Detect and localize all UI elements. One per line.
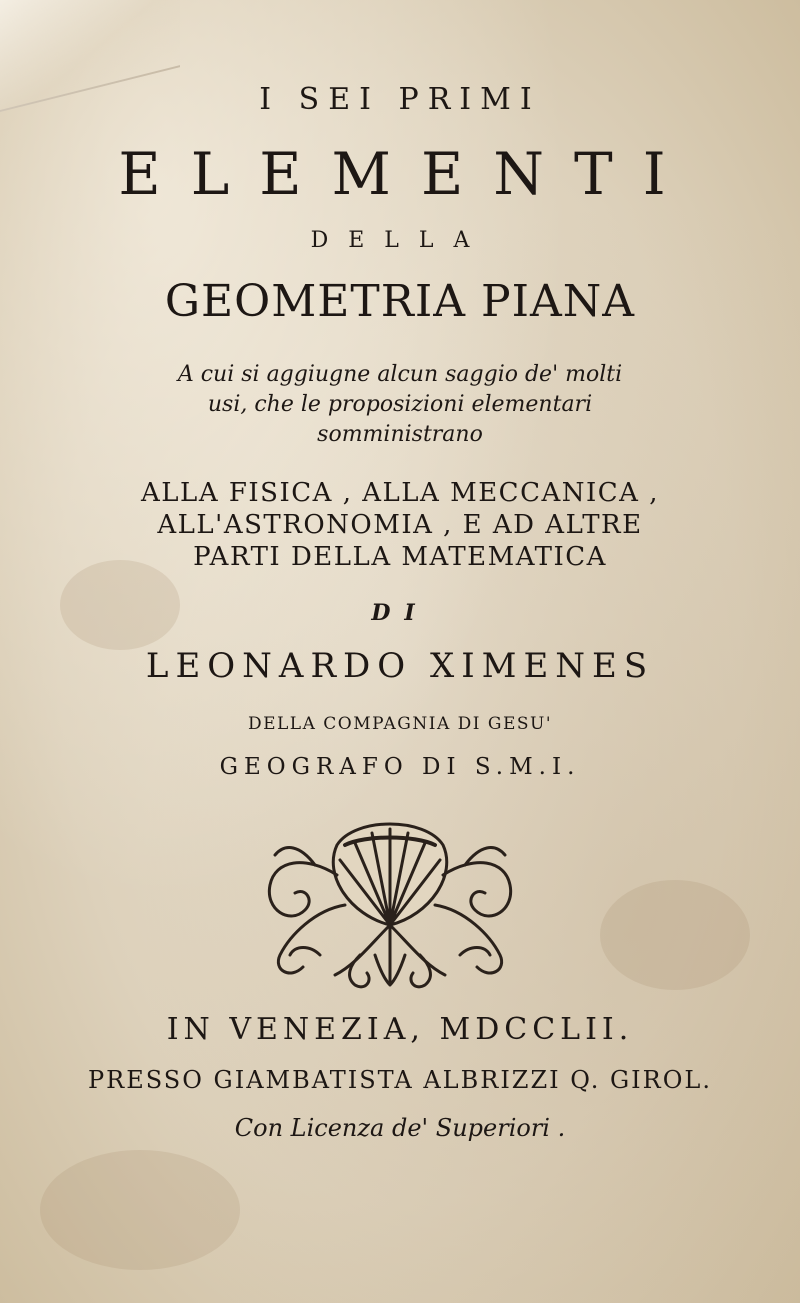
title-main: ELEMENTI <box>118 140 696 208</box>
subtitle-line-2: usi, che le proposizioni elementari <box>207 392 593 417</box>
title-subject: GEOMETRIA PIANA <box>164 276 636 327</box>
shell-ornament-icon <box>245 805 535 995</box>
subtitle-line-3: somministrano <box>317 422 483 447</box>
imprint-place-date: IN VENEZIA, MDCCLII. <box>166 1012 634 1047</box>
fields-line-2: ALL'ASTRONOMIA , E AD ALTRE <box>157 510 643 540</box>
imprint-publisher: PRESSO GIAMBATISTA ALBRIZZI Q. GIROL. <box>88 1066 712 1094</box>
author-affiliation: DELLA COMPAGNIA DI GESU' <box>247 714 553 734</box>
fields-line-3: PARTI DELLA MATEMATICA <box>193 542 607 572</box>
title-line-1: I SEI PRIMI <box>259 82 541 117</box>
paper-stain <box>600 880 750 990</box>
paper-stain <box>40 1150 240 1270</box>
by-label: DI <box>371 600 429 626</box>
fields-line-1: ALLA FISICA , ALLA MECCANICA , <box>141 478 659 508</box>
subtitle-line-1: A cui si aggiugne alcun saggio de' molti <box>177 362 623 387</box>
imprint-license: Con Licenza de' Superiori . <box>234 1114 566 1142</box>
author-role: GEOGRAFO DI S.M.I. <box>219 754 581 780</box>
title-connector: DELLA <box>310 228 490 253</box>
author-name: LEONARDO XIMENES <box>145 646 655 686</box>
